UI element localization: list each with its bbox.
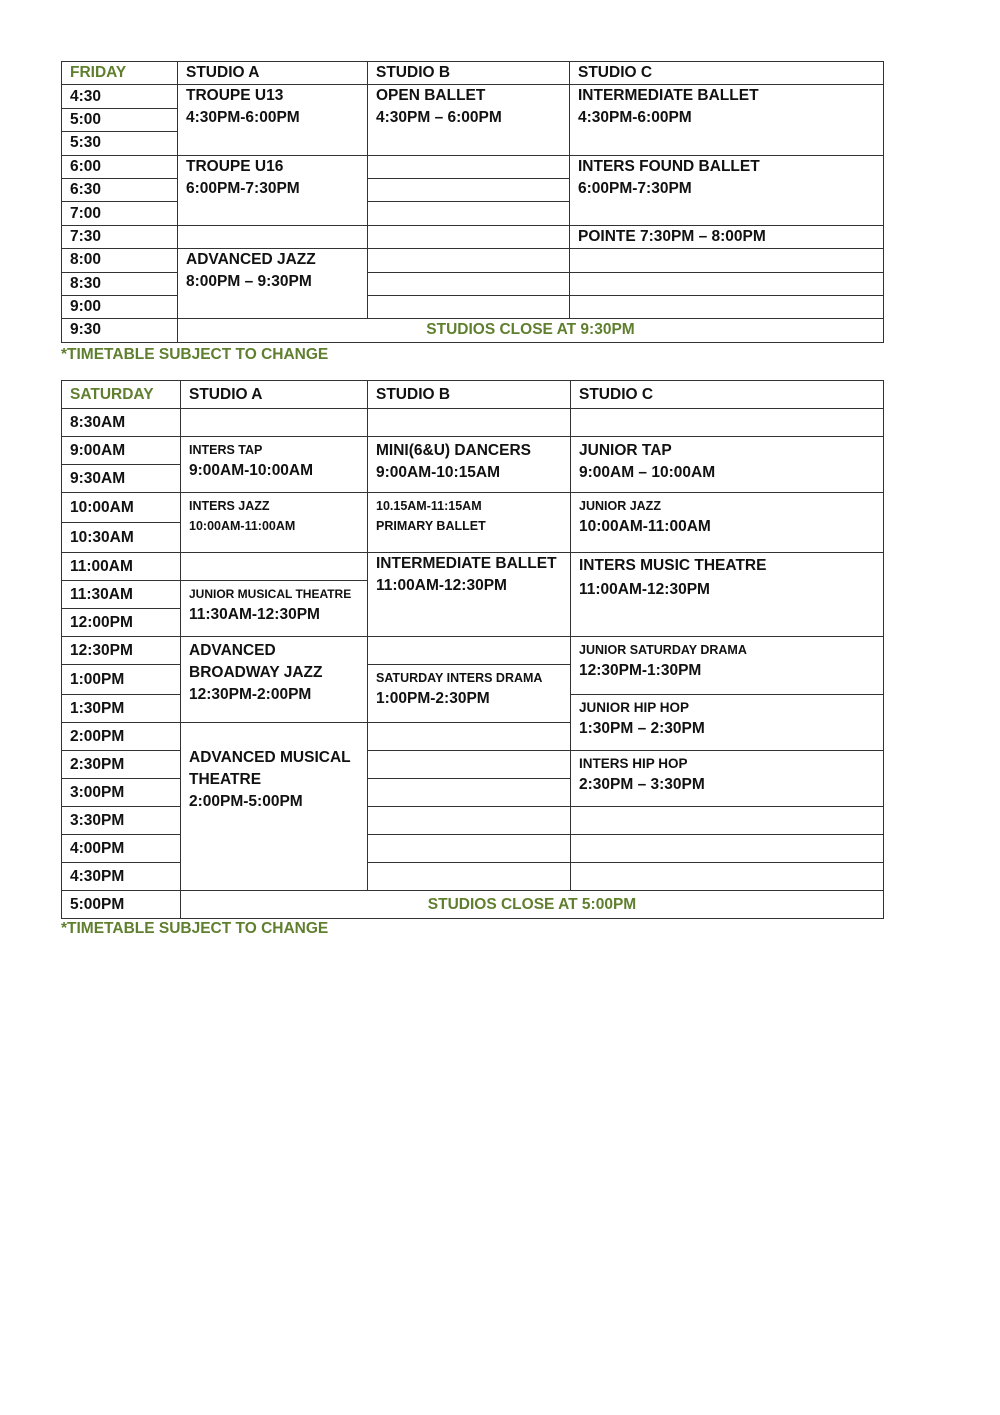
class-name: JUNIOR HIP HOP	[579, 700, 690, 715]
time-slot: 11:30AM	[62, 581, 181, 609]
time-slot: 8:30AM	[62, 409, 181, 437]
class-name: OPEN BALLET	[376, 87, 486, 105]
class-cell-junior-saturday-drama	[571, 637, 884, 695]
time-slot: 4:30PM	[62, 863, 181, 891]
class-name: TROUPE U13	[186, 87, 284, 105]
table-row	[62, 553, 884, 581]
empty-cell	[368, 155, 570, 178]
class-name-line2: THEATRE	[189, 771, 262, 788]
class-name: JUNIOR SATURDAY DRAMA	[579, 643, 747, 657]
class-name: ADVANCED JAZZ	[186, 251, 316, 269]
time-slot: 8:00	[62, 249, 178, 272]
time-slot: 9:30	[62, 319, 178, 342]
class-time: 1:00PM-2:30PM	[376, 690, 490, 707]
table-header-row	[62, 381, 884, 409]
time-slot: 7:00	[62, 202, 178, 225]
class-time: 4:30PM-6:00PM	[186, 109, 300, 127]
time-slot: 6:00	[62, 155, 178, 178]
class-name: INTERMEDIATE BALLET	[376, 555, 557, 572]
class-time: 9:00AM-10:15AM	[376, 464, 501, 481]
empty-cell	[368, 723, 571, 751]
class-name: JUNIOR JAZZ	[579, 499, 661, 513]
class-time: 10:00AM-11:00AM	[579, 518, 711, 535]
time-slot: 6:30	[62, 178, 178, 201]
class-name: MINI(6&U) DANCERS	[376, 442, 531, 459]
class-cell-advanced-musical-theatre	[181, 723, 368, 891]
class-time: 10:00AM-11:00AM	[189, 519, 296, 533]
class-cell-troupe-u16	[178, 155, 368, 225]
time-slot: 4:00PM	[62, 835, 181, 863]
empty-cell	[571, 863, 884, 891]
empty-cell	[368, 863, 571, 891]
class-time: 6:00PM-7:30PM	[186, 179, 300, 197]
class-cell-pointe: POINTE 7:30PM – 8:00PM	[570, 225, 884, 248]
class-name: INTERS HIP HOP	[579, 756, 688, 771]
empty-cell	[368, 249, 570, 272]
class-time: 11:00AM-12:30PM	[579, 581, 710, 598]
class-name: JUNIOR TAP	[579, 442, 672, 459]
empty-cell	[570, 272, 884, 295]
class-time: 10.15AM-11:15AM	[376, 499, 482, 513]
class-cell-intermediate-ballet	[368, 553, 571, 637]
empty-cell	[178, 225, 368, 248]
time-slot: 5:00	[62, 108, 178, 131]
time-slot: 9:30AM	[62, 465, 181, 493]
day-label: SATURDAY	[62, 381, 181, 409]
class-name-line2: BROADWAY JAZZ	[189, 664, 323, 681]
day-label: FRIDAY	[62, 62, 178, 85]
time-slot: 3:30PM	[62, 807, 181, 835]
time-slot: 4:30	[62, 85, 178, 108]
class-time: 12:30PM-2:00PM	[189, 686, 312, 703]
empty-cell	[368, 779, 571, 807]
class-time: 2:00PM-5:00PM	[189, 793, 303, 810]
class-time: 1:30PM – 2:30PM	[579, 720, 705, 737]
table-row	[62, 409, 884, 437]
table-row	[62, 437, 884, 465]
time-slot: 9:00AM	[62, 437, 181, 465]
table-row	[62, 225, 884, 248]
class-name: INTERS JAZZ	[189, 499, 270, 513]
class-cell-troupe-u13	[178, 85, 368, 155]
class-name-line1: ADVANCED MUSICAL	[189, 749, 351, 766]
class-cell-inters-hip-hop	[571, 751, 884, 807]
class-cell-inters-found-ballet	[570, 155, 884, 225]
studio-a-header: STUDIO A	[181, 381, 368, 409]
time-slot: 7:30	[62, 225, 178, 248]
table-row	[62, 249, 884, 272]
studio-b-header: STUDIO B	[368, 381, 571, 409]
class-name: TROUPE U16	[186, 157, 284, 175]
friday-timetable	[61, 61, 884, 343]
class-time: 11:00AM-12:30PM	[376, 577, 507, 594]
empty-cell	[368, 202, 570, 225]
empty-cell	[368, 178, 570, 201]
time-slot: 9:00	[62, 295, 178, 318]
studios-close-notice: STUDIOS CLOSE AT 5:00PM	[181, 891, 884, 919]
time-slot: 12:30PM	[62, 637, 181, 665]
class-cell-junior-musical-theatre	[181, 581, 368, 637]
class-cell-open-ballet	[368, 85, 570, 155]
time-slot: 2:30PM	[62, 751, 181, 779]
class-time: 2:30PM – 3:30PM	[579, 776, 705, 793]
time-slot: 10:30AM	[62, 523, 181, 553]
empty-cell	[368, 295, 570, 318]
class-name-line1: ADVANCED	[189, 642, 276, 659]
empty-cell	[368, 409, 571, 437]
empty-cell	[368, 751, 571, 779]
time-slot: 3:00PM	[62, 779, 181, 807]
time-slot: 2:00PM	[62, 723, 181, 751]
class-name: SATURDAY INTERS DRAMA	[376, 671, 543, 685]
studio-c-header: STUDIO C	[571, 381, 884, 409]
class-time: 9:00AM – 10:00AM	[579, 464, 716, 481]
empty-cell	[181, 553, 368, 581]
timetable-note: *TIMETABLE SUBJECT TO CHANGE	[61, 920, 329, 937]
class-time: 11:30AM-12:30PM	[189, 606, 320, 623]
table-row	[62, 319, 884, 342]
studio-c-header: STUDIO C	[570, 62, 884, 85]
empty-cell	[368, 835, 571, 863]
empty-cell	[368, 272, 570, 295]
saturday-timetable	[61, 380, 884, 919]
table-row	[62, 155, 884, 178]
class-time: 4:30PM – 6:00PM	[376, 109, 502, 127]
class-name: INTERS MUSIC THEATRE	[579, 557, 767, 574]
time-slot: 12:00PM	[62, 609, 181, 637]
empty-cell	[571, 835, 884, 863]
time-slot: 11:00AM	[62, 553, 181, 581]
class-name: INTERMEDIATE BALLET	[578, 87, 759, 105]
class-name: PRIMARY BALLET	[376, 519, 486, 533]
class-cell-saturday-inters-drama	[368, 665, 571, 723]
empty-cell	[571, 807, 884, 835]
table-row	[62, 637, 884, 665]
empty-cell	[181, 409, 368, 437]
class-time: 6:00PM-7:30PM	[578, 179, 692, 197]
table-row	[62, 891, 884, 919]
class-cell-intermediate-ballet	[570, 85, 884, 155]
empty-cell	[570, 295, 884, 318]
table-header-row	[62, 62, 884, 85]
time-slot: 10:00AM	[62, 493, 181, 523]
class-cell-inters-jazz	[181, 493, 368, 553]
class-time: 9:00AM-10:00AM	[189, 462, 314, 479]
class-time: 8:00PM – 9:30PM	[186, 273, 312, 291]
class-cell-mini-dancers	[368, 437, 571, 493]
table-row	[62, 493, 884, 523]
time-slot: 5:00PM	[62, 891, 181, 919]
class-name: JUNIOR MUSICAL THEATRE	[189, 587, 352, 601]
class-cell-inters-music-theatre	[571, 553, 884, 637]
class-cell-advanced-jazz	[178, 249, 368, 319]
empty-cell	[368, 807, 571, 835]
class-cell-junior-tap	[571, 437, 884, 493]
studio-b-header: STUDIO B	[368, 62, 570, 85]
time-slot: 5:30	[62, 132, 178, 155]
empty-cell	[571, 409, 884, 437]
time-slot: 1:00PM	[62, 665, 181, 695]
class-name: INTERS TAP	[189, 443, 263, 457]
studio-a-header: STUDIO A	[178, 62, 368, 85]
empty-cell	[368, 637, 571, 665]
empty-cell	[570, 249, 884, 272]
class-name: INTERS FOUND BALLET	[578, 157, 760, 175]
class-time: 4:30PM-6:00PM	[578, 109, 692, 127]
class-cell-junior-hip-hop	[571, 695, 884, 751]
studios-close-notice: STUDIOS CLOSE AT 9:30PM	[178, 319, 884, 342]
class-time: 12:30PM-1:30PM	[579, 662, 702, 679]
class-cell-inters-tap	[181, 437, 368, 493]
empty-cell	[368, 225, 570, 248]
timetable-note: *TIMETABLE SUBJECT TO CHANGE	[61, 346, 329, 363]
time-slot: 8:30	[62, 272, 178, 295]
time-slot: 1:30PM	[62, 695, 181, 723]
class-cell-advanced-broadway-jazz	[181, 637, 368, 723]
class-cell-primary-ballet	[368, 493, 571, 553]
class-cell-junior-jazz	[571, 493, 884, 553]
table-row	[62, 85, 884, 108]
